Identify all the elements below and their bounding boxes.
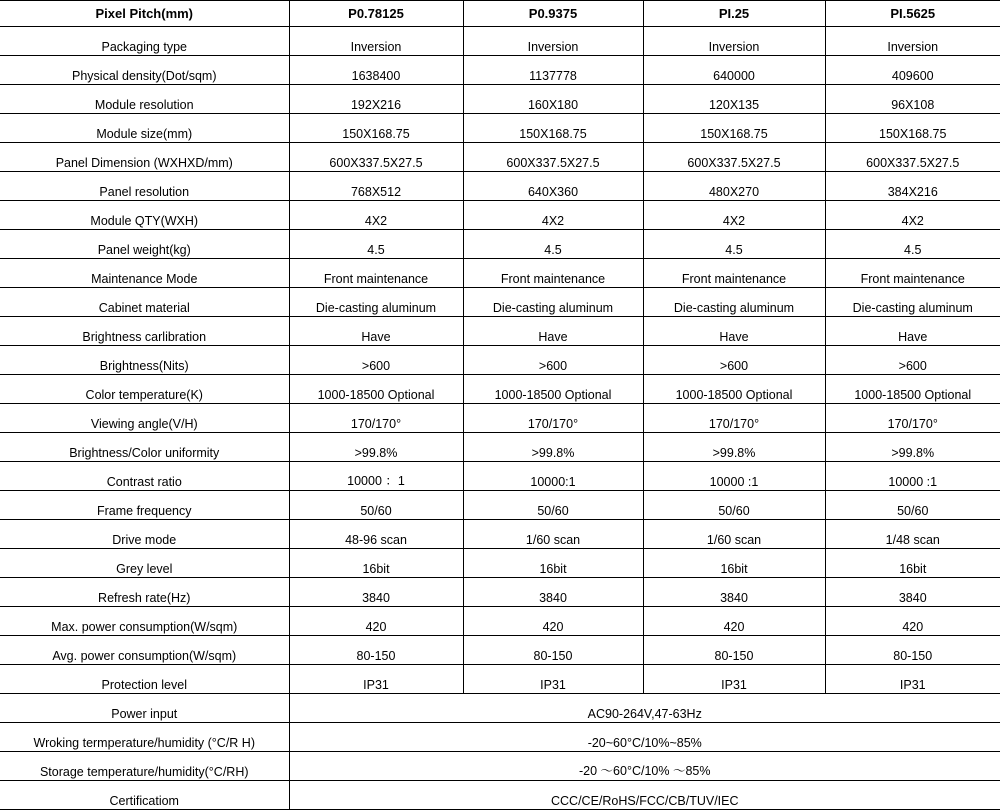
table-row — [0, 259, 1000, 288]
table-cell: 170/170° — [643, 404, 825, 433]
table-cell: 16bit — [289, 549, 463, 578]
table-cell: 409600 — [825, 56, 1000, 85]
table-cell: Die-casting aluminum — [825, 288, 1000, 317]
table-cell: Have — [289, 317, 463, 346]
table-cell: 1/60 scan — [463, 520, 643, 549]
table-cell: >600 — [643, 346, 825, 375]
table-cell: IP31 — [463, 665, 643, 694]
row-label: Grey level — [0, 549, 289, 578]
table-cell: Inversion — [289, 27, 463, 56]
row-label: Panel weight(kg) — [0, 230, 289, 259]
header-cell: P0.9375 — [463, 1, 643, 27]
table-cell: 150X168.75 — [463, 114, 643, 143]
table-cell: >600 — [289, 346, 463, 375]
table-cell: 80-150 — [289, 636, 463, 665]
table-cell: >600 — [825, 346, 1000, 375]
table-cell: IP31 — [289, 665, 463, 694]
table-cell: 160X180 — [463, 85, 643, 114]
table-cell: Front maintenance — [825, 259, 1000, 288]
table-cell: 640000 — [643, 56, 825, 85]
row-label: Packaging type — [0, 27, 289, 56]
table-cell: Front maintenance — [463, 259, 643, 288]
row-label: Physical density(Dot/sqm) — [0, 56, 289, 85]
table-cell: Front maintenance — [289, 259, 463, 288]
row-label: Panel Dimension (WXHXD/mm) — [0, 143, 289, 172]
header-cell: PI.25 — [643, 1, 825, 27]
table-cell: 16bit — [463, 549, 643, 578]
row-label: Color temperature(K) — [0, 375, 289, 404]
row-label: Brightness/Color uniformity — [0, 433, 289, 462]
table-cell: 4X2 — [289, 201, 463, 230]
table-cell: 640X360 — [463, 172, 643, 201]
table-cell: >99.8% — [289, 433, 463, 462]
table-cell: 50/60 — [825, 491, 1000, 520]
table-cell: 420 — [643, 607, 825, 636]
row-label: Viewing angle(V/H) — [0, 404, 289, 433]
table-cell: 16bit — [825, 549, 1000, 578]
table-cell: 384X216 — [825, 172, 1000, 201]
table-cell: 4X2 — [463, 201, 643, 230]
table-cell: 150X168.75 — [289, 114, 463, 143]
table-body — [0, 27, 1000, 810]
table-cell: Have — [825, 317, 1000, 346]
table-cell: Die-casting aluminum — [463, 288, 643, 317]
table-cell: 4X2 — [825, 201, 1000, 230]
table-cell: >99.8% — [825, 433, 1000, 462]
table-row — [0, 636, 1000, 665]
table-cell: 80-150 — [643, 636, 825, 665]
table-cell: 600X337.5X27.5 — [825, 143, 1000, 172]
row-label: Power input — [0, 694, 289, 723]
table-row — [0, 752, 1000, 781]
row-label: Cabinet material — [0, 288, 289, 317]
row-label: Maintenance Mode — [0, 259, 289, 288]
table-cell: 3840 — [643, 578, 825, 607]
row-label: Brightness carlibration — [0, 317, 289, 346]
header-cell: Pixel Pitch(mm) — [0, 1, 289, 27]
table-cell: Inversion — [643, 27, 825, 56]
table-cell: 1000-18500 Optional — [643, 375, 825, 404]
row-label: Avg. power consumption(W/sqm) — [0, 636, 289, 665]
table-cell: 10000 ：1 — [289, 462, 463, 491]
row-label: Protection level — [0, 665, 289, 694]
row-label: Max. power consumption(W/sqm) — [0, 607, 289, 636]
row-label: Refresh rate(Hz) — [0, 578, 289, 607]
table-row — [0, 607, 1000, 636]
table-cell: 768X512 — [289, 172, 463, 201]
table-cell: 4X2 — [643, 201, 825, 230]
table-cell: 600X337.5X27.5 — [463, 143, 643, 172]
table-cell: 4.5 — [463, 230, 643, 259]
table-cell: 48-96 scan — [289, 520, 463, 549]
table-cell: IP31 — [643, 665, 825, 694]
table-cell: 1000-18500 Optional — [463, 375, 643, 404]
table-cell: 4.5 — [643, 230, 825, 259]
row-label: Panel resolution — [0, 172, 289, 201]
table-cell: Inversion — [825, 27, 1000, 56]
table-row — [0, 230, 1000, 259]
row-label: Certificatiom — [0, 781, 289, 810]
table-cell: Front maintenance — [643, 259, 825, 288]
table-row — [0, 404, 1000, 433]
header-row — [0, 1, 1000, 27]
table-cell: 120X135 — [643, 85, 825, 114]
table-cell: 420 — [463, 607, 643, 636]
table-row — [0, 433, 1000, 462]
table-row — [0, 288, 1000, 317]
table-cell: 170/170° — [825, 404, 1000, 433]
table-row — [0, 549, 1000, 578]
row-label: Brightness(Nits) — [0, 346, 289, 375]
table-row — [0, 665, 1000, 694]
table-cell: 80-150 — [825, 636, 1000, 665]
table-row — [0, 201, 1000, 230]
table-cell: 10000 :1 — [825, 462, 1000, 491]
table-cell: 4.5 — [289, 230, 463, 259]
row-label: Wroking termperature/humidity (°C/R H) — [0, 723, 289, 752]
header-cell: P0.78125 — [289, 1, 463, 27]
table-cell: 1638400 — [289, 56, 463, 85]
table-cell: 480X270 — [643, 172, 825, 201]
table-cell: 170/170° — [289, 404, 463, 433]
table-cell: 1000-18500 Optional — [825, 375, 1000, 404]
table-cell: 192X216 — [289, 85, 463, 114]
table-row — [0, 56, 1000, 85]
merged-cell: CCC/CE/RoHS/FCC/CB/TUV/IEC — [289, 781, 1000, 810]
table-cell: IP31 — [825, 665, 1000, 694]
table-cell: Die-casting aluminum — [289, 288, 463, 317]
merged-cell: AC90-264V,47-63Hz — [289, 694, 1000, 723]
table-cell: 1/60 scan — [643, 520, 825, 549]
table-cell: >600 — [463, 346, 643, 375]
table-row — [0, 27, 1000, 56]
table-cell: 1137778 — [463, 56, 643, 85]
table-cell: 1/48 scan — [825, 520, 1000, 549]
table-cell: 3840 — [289, 578, 463, 607]
table-cell: Die-casting aluminum — [643, 288, 825, 317]
table-cell: 420 — [825, 607, 1000, 636]
table-row — [0, 85, 1000, 114]
table-cell: 600X337.5X27.5 — [643, 143, 825, 172]
table-cell: 3840 — [463, 578, 643, 607]
table-row — [0, 723, 1000, 752]
merged-cell: -20~60°C/10%~85% — [289, 723, 1000, 752]
table-cell: 150X168.75 — [643, 114, 825, 143]
table-row — [0, 520, 1000, 549]
table-cell: >99.8% — [463, 433, 643, 462]
table-row — [0, 781, 1000, 810]
table-cell: 1000-18500 Optional — [289, 375, 463, 404]
table-row — [0, 578, 1000, 607]
table-row — [0, 317, 1000, 346]
table-row — [0, 114, 1000, 143]
table-row — [0, 143, 1000, 172]
table-cell: 170/170° — [463, 404, 643, 433]
row-label: Contrast ratio — [0, 462, 289, 491]
table-row — [0, 375, 1000, 404]
table-row — [0, 462, 1000, 491]
row-label: Module resolution — [0, 85, 289, 114]
row-label: Storage temperature/humidity(°C/RH) — [0, 752, 289, 781]
row-label: Module QTY(WXH) — [0, 201, 289, 230]
table-row — [0, 172, 1000, 201]
table-cell: 50/60 — [289, 491, 463, 520]
row-label: Module size(mm) — [0, 114, 289, 143]
table-cell: Have — [643, 317, 825, 346]
table-cell: 96X108 — [825, 85, 1000, 114]
table-cell: 4.5 — [825, 230, 1000, 259]
table-cell: 10000:1 — [463, 462, 643, 491]
table-cell: 16bit — [643, 549, 825, 578]
table-cell: Inversion — [463, 27, 643, 56]
header-cell: PI.5625 — [825, 1, 1000, 27]
table-cell: 420 — [289, 607, 463, 636]
table-cell: Have — [463, 317, 643, 346]
table-row — [0, 491, 1000, 520]
row-label: Frame frequency — [0, 491, 289, 520]
merged-cell: -20 ～60°C/10% ～85% — [289, 752, 1000, 781]
table-row — [0, 346, 1000, 375]
table-cell: 150X168.75 — [825, 114, 1000, 143]
table-cell: >99.8% — [643, 433, 825, 462]
table-cell: 50/60 — [463, 491, 643, 520]
table-row — [0, 694, 1000, 723]
table-cell: 80-150 — [463, 636, 643, 665]
table-cell: 50/60 — [643, 491, 825, 520]
table-cell: 600X337.5X27.5 — [289, 143, 463, 172]
table-cell: 10000 :1 — [643, 462, 825, 491]
row-label: Drive mode — [0, 520, 289, 549]
table-cell: 3840 — [825, 578, 1000, 607]
